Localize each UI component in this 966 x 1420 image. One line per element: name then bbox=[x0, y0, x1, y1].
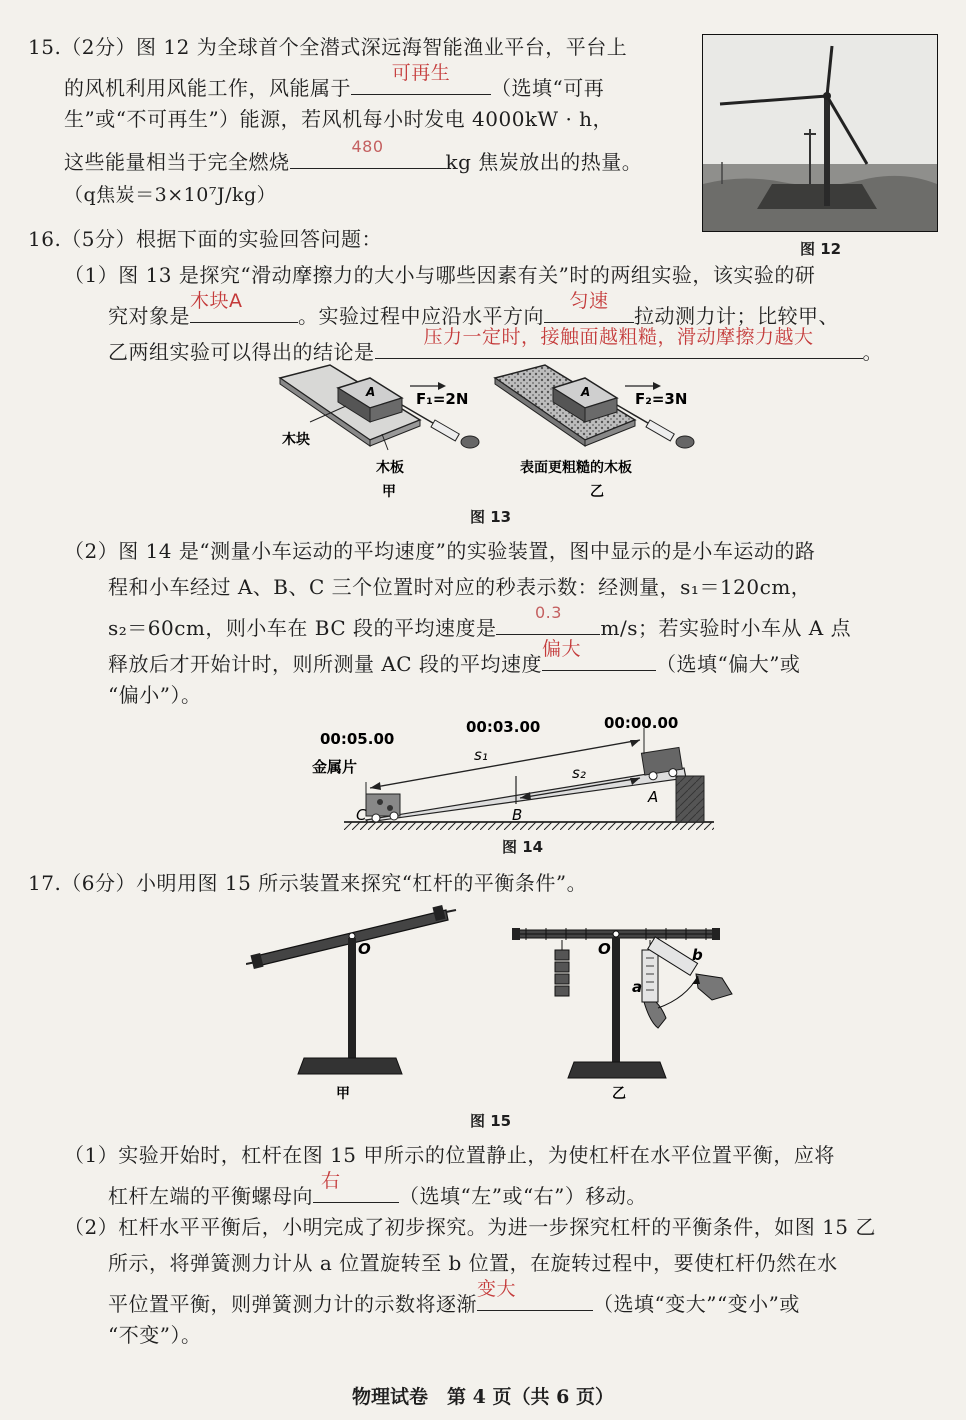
figure-14-time-c: 00:05.00 bbox=[320, 730, 395, 748]
q17-answer2: 变大 bbox=[477, 1278, 517, 1300]
q16-p2-line1: （2）图 14 是“测量小车运动的平均速度”的实验装置，图中显示的是小车运动的路 bbox=[64, 539, 816, 563]
figure-15 bbox=[246, 898, 736, 1104]
q15-blank2[interactable] bbox=[290, 137, 446, 169]
q16-blank2[interactable] bbox=[544, 290, 634, 323]
q15-line1: 15.（2分）图 12 为全球首个全潜式深远海智能渔业平台，平台上 bbox=[28, 35, 628, 59]
q16-p1-line3: 乙两组实验可以得出的结论是 压力一定时，接触面越粗糙，滑动摩擦力越大 。 bbox=[108, 326, 883, 364]
figure-13-block-label: A bbox=[366, 385, 376, 399]
q15-line5: （q焦炭＝3×10⁷J/kg） bbox=[64, 184, 277, 206]
figure-15-yi-label: 乙 bbox=[612, 1086, 626, 1102]
figure-13-yi-label: 乙 bbox=[590, 484, 604, 500]
q17-answer1: 右 bbox=[321, 1170, 341, 1192]
figure-13-f2: F₂=3N bbox=[635, 390, 688, 408]
q17-p2-line2: 所示，将弹簧测力计从 a 位置旋转至 b 位置，在旋转过程中，要使杠杆仍然在水 bbox=[108, 1251, 838, 1275]
figure-14-time-b: 00:03.00 bbox=[466, 718, 541, 736]
figure-14 bbox=[304, 710, 718, 836]
q16-line1: 16.（5分）根据下面的实验回答问题： bbox=[28, 227, 383, 251]
figure-14-point-b: B bbox=[512, 806, 523, 824]
q15-answer1: 可再生 bbox=[391, 62, 451, 84]
q16-p2-line3: s₂＝60cm，则小车在 BC 段的平均速度是 0.3 m/s；若实验时小车从 A 点 bbox=[108, 610, 851, 641]
figure-15-jia bbox=[246, 905, 456, 1074]
figure-12-photo bbox=[702, 34, 938, 232]
q16-answer2: 匀速 bbox=[569, 290, 609, 312]
figure-13-block-label-2: A bbox=[581, 385, 591, 399]
q15-line2: 的风机利用风能工作，风能属于 可再生 （选填“可再 bbox=[64, 62, 605, 100]
figure-14-s1: s₁ bbox=[474, 746, 488, 764]
figure-15-caption: 图 15 bbox=[470, 1112, 512, 1130]
figure-15-b: b bbox=[692, 946, 703, 964]
figure-13 bbox=[270, 360, 710, 506]
q16-p2-line4: 释放后才开始计时，则所测量 AC 段的平均速度 偏大 （选填“偏大”或 bbox=[108, 638, 801, 676]
q17-blank2[interactable] bbox=[477, 1278, 593, 1311]
figure-14-time-a: 00:00.00 bbox=[604, 714, 679, 732]
page-footer: 物理试卷 第 4 页（共 6 页） bbox=[352, 1386, 614, 1408]
figure-12-caption: 图 12 bbox=[800, 240, 842, 258]
q17-p1-line1: （1）实验开始时，杠杆在图 15 甲所示的位置静止，为使杠杆在水平位置平衡，应将 bbox=[64, 1143, 835, 1167]
q16-p2-line2: 程和小车经过 A、B、C 三个位置时对应的秒表示数：经测量，s₁＝120cm， bbox=[108, 575, 812, 599]
q17-p2-line4: “不变”）。 bbox=[108, 1323, 202, 1347]
q17-p2-line3: 平位置平衡，则弹簧测力计的示数将逐渐 变大 （选填“变大”“变小”或 bbox=[108, 1278, 800, 1316]
q17-p2-line1: （2）杠杆水平平衡后，小明完成了初步探究。为进一步探究杠杆的平衡条件，如图 15 乙 bbox=[64, 1215, 876, 1239]
q16-blank1[interactable] bbox=[190, 290, 298, 323]
q16-answer1: 木块A bbox=[190, 290, 243, 312]
figure-14-point-c: C bbox=[356, 806, 367, 824]
figure-15-jia-label: 甲 bbox=[336, 1086, 350, 1102]
figure-13-f1: F₁=2N bbox=[416, 390, 469, 408]
figure-14-metal: 金属片 bbox=[312, 758, 358, 776]
q16-p2-line5: “偏小”）。 bbox=[108, 683, 202, 707]
figure-13-rough-board: 表面更粗糙的木板 bbox=[520, 460, 632, 476]
q17-blank1[interactable] bbox=[313, 1170, 399, 1203]
q16-blank5[interactable] bbox=[541, 638, 656, 671]
figure-15-o2: O bbox=[598, 940, 611, 958]
figure-14-point-a: A bbox=[648, 788, 659, 806]
q16-blank4[interactable] bbox=[496, 603, 600, 635]
figure-15-a: a bbox=[632, 978, 643, 996]
q16-answer5: 偏大 bbox=[541, 638, 581, 660]
figure-13-wood-block: 木块 bbox=[282, 432, 310, 448]
figure-14-s2: s₂ bbox=[572, 764, 586, 782]
q15-answer2: 480 bbox=[351, 137, 384, 156]
q15-line4: 这些能量相当于完全燃烧 480 kg 焦炭放出的热量。 bbox=[64, 144, 642, 175]
q15-blank1[interactable] bbox=[351, 62, 491, 95]
figure-14-caption: 图 14 bbox=[502, 838, 544, 856]
figure-15-o1: O bbox=[358, 940, 371, 958]
figure-13-caption: 图 13 bbox=[470, 508, 512, 526]
q15-line3: 生”或“不可再生”）能源，若风机每小时发电 4000kW · h， bbox=[64, 107, 614, 131]
q17-line1: 17.（6分）小明用图 15 所示装置来探究“杠杆的平衡条件”。 bbox=[28, 871, 588, 895]
q16-p1-line1: （1）图 13 是探究“滑动摩擦力的大小与哪些因素有关”时的两组实验，该实验的研 bbox=[64, 263, 816, 287]
figure-13-jia-label: 甲 bbox=[382, 484, 396, 500]
q16-answer3: 压力一定时，接触面越粗糙，滑动摩擦力越大 bbox=[423, 326, 814, 348]
figure-13-board: 木板 bbox=[376, 460, 404, 476]
q17-p1-line2: 杠杆左端的平衡螺母向 右 （选填“左”或“右”）移动。 bbox=[108, 1170, 647, 1208]
q16-answer4: 0.3 bbox=[535, 603, 562, 622]
q16-p1-line2: 究对象是 木块A 。实验过程中应沿水平方向 匀速 拉动测力计；比较甲、 bbox=[108, 290, 839, 328]
